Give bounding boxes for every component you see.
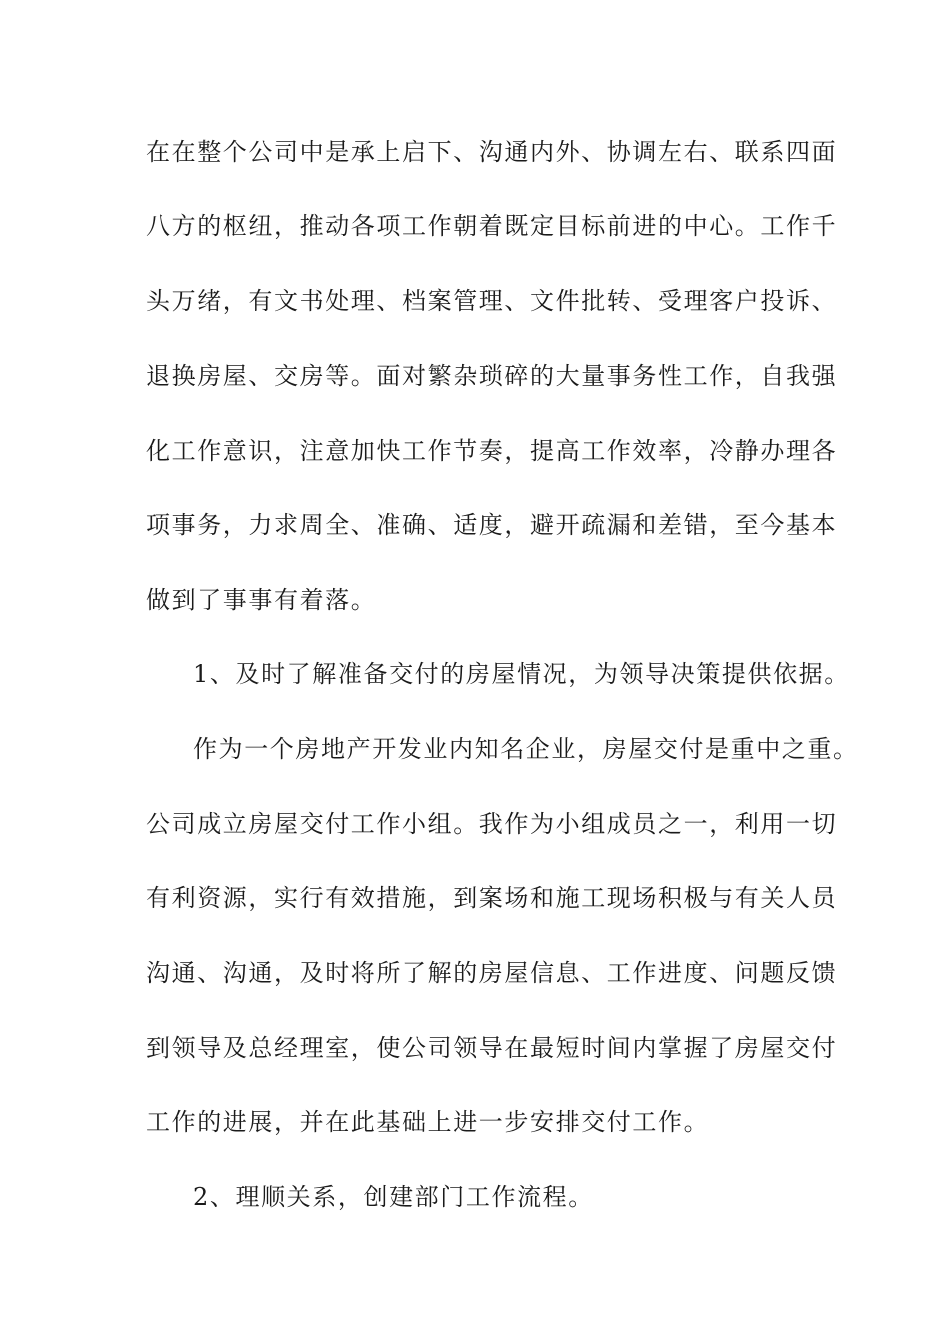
- paragraph-line: 头万绪，有文书处理、档案管理、文件批转、受理客户投诉、: [146, 287, 838, 315]
- paragraph-line: 退换房屋、交房等。面对繁杂琐碎的大量事务性工作，自我强: [146, 362, 838, 390]
- paragraph-line: 化工作意识，注意加快工作节奏，提高工作效率，冷静办理各: [146, 437, 838, 465]
- section-heading-1: 1、及时了解准备交付的房屋情况，为领导决策提供依据。: [193, 660, 850, 688]
- paragraph-line: 作为一个房地产开发业内知名企业，房屋交付是重中之重。: [193, 735, 859, 763]
- paragraph-line: 做到了事事有着落。: [146, 586, 377, 614]
- paragraph-line: 沟通、沟通，及时将所了解的房屋信息、工作进度、问题反馈: [146, 959, 838, 987]
- paragraph-line: 在在整个公司中是承上启下、沟通内外、协调左右、联系四面: [146, 138, 838, 166]
- section-heading-2: 2、理顺关系，创建部门工作流程。: [193, 1183, 594, 1211]
- paragraph-line: 有利资源，实行有效措施，到案场和施工现场积极与有关人员: [146, 884, 838, 912]
- paragraph-line: 项事务，力求周全、准确、适度，避开疏漏和差错，至今基本: [146, 511, 838, 539]
- paragraph-line: 到领导及总经理室，使公司领导在最短时间内掌握了房屋交付: [146, 1034, 838, 1062]
- paragraph-line: 八方的枢纽，推动各项工作朝着既定目标前进的中心。工作千: [146, 212, 838, 240]
- paragraph-line: 公司成立房屋交付工作小组。我作为小组成员之一，利用一切: [146, 810, 838, 838]
- paragraph-line: 工作的进展，并在此基础上进一步安排交付工作。: [146, 1108, 710, 1136]
